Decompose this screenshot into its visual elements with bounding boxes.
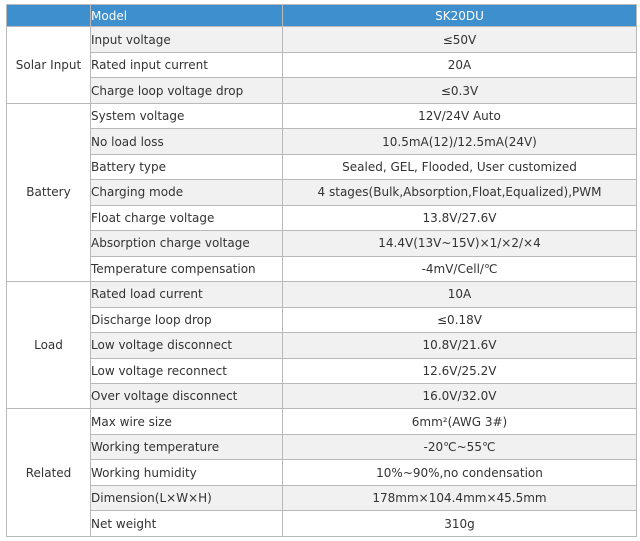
group-label: Battery <box>7 103 91 281</box>
spec-row <box>7 485 637 510</box>
param-name: Charging mode <box>91 180 283 205</box>
param-value: 10.8V/21.6V <box>283 333 637 358</box>
param-name: Working temperature <box>91 434 283 459</box>
param-name: Discharge loop drop <box>91 307 283 332</box>
param-value: 178mm×104.4mm×45.5mm <box>283 485 637 510</box>
spec-row <box>7 27 637 52</box>
spec-row <box>7 52 637 77</box>
group-label: Solar Input <box>7 27 91 103</box>
param-name: Low voltage disconnect <box>91 333 283 358</box>
param-value: ≤0.3V <box>283 78 637 103</box>
param-name: Over voltage disconnect <box>91 383 283 408</box>
param-value: -4mV/Cell/℃ <box>283 256 637 281</box>
param-value: ≤50V <box>283 27 637 52</box>
header-param-label: Model <box>91 5 283 27</box>
param-name: Charge loop voltage drop <box>91 78 283 103</box>
param-value: 310g <box>283 511 637 537</box>
param-value: 16.0V/32.0V <box>283 383 637 408</box>
header-group-cell <box>7 5 91 27</box>
spec-row <box>7 205 637 230</box>
param-value: 10A <box>283 282 637 307</box>
param-name: Rated input current <box>91 52 283 77</box>
param-value: ≤0.18V <box>283 307 637 332</box>
param-value: 10.5mA(12)/12.5mA(24V) <box>283 129 637 154</box>
spec-row <box>7 256 637 281</box>
param-value: Sealed, GEL, Flooded, User customized <box>283 154 637 179</box>
param-name: No load loss <box>91 129 283 154</box>
param-name: System voltage <box>91 103 283 128</box>
param-name: Net weight <box>91 511 283 537</box>
spec-row <box>7 460 637 485</box>
spec-row <box>7 103 637 128</box>
param-name: Input voltage <box>91 27 283 52</box>
spec-row <box>7 358 637 383</box>
spec-row <box>7 511 637 537</box>
spec-row <box>7 383 637 408</box>
header-model-value: SK20DU <box>283 5 637 27</box>
param-name: Float charge voltage <box>91 205 283 230</box>
param-name: Absorption charge voltage <box>91 231 283 256</box>
param-name: Temperature compensation <box>91 256 283 281</box>
spec-row <box>7 78 637 103</box>
spec-row <box>7 282 637 307</box>
param-name: Max wire size <box>91 409 283 434</box>
param-value: 12V/24V Auto <box>283 103 637 128</box>
param-value: 10%~90%,no condensation <box>283 460 637 485</box>
header-row <box>7 5 637 27</box>
param-name: Dimension(L×W×H) <box>91 485 283 510</box>
param-name: Working humidity <box>91 460 283 485</box>
spec-row <box>7 180 637 205</box>
spec-row <box>7 154 637 179</box>
param-value: 20A <box>283 52 637 77</box>
spec-row <box>7 409 637 434</box>
group-label: Related <box>7 409 91 537</box>
spec-table <box>6 4 637 537</box>
spec-row <box>7 129 637 154</box>
spec-row <box>7 231 637 256</box>
param-name: Battery type <box>91 154 283 179</box>
param-value: 13.8V/27.6V <box>283 205 637 230</box>
param-value: 12.6V/25.2V <box>283 358 637 383</box>
param-value: -20℃~55℃ <box>283 434 637 459</box>
spec-table-body <box>7 5 637 537</box>
group-label: Load <box>7 282 91 409</box>
spec-row <box>7 333 637 358</box>
spec-row <box>7 307 637 332</box>
param-value: 14.4V(13V~15V)×1/×2/×4 <box>283 231 637 256</box>
param-name: Low voltage reconnect <box>91 358 283 383</box>
param-value: 4 stages(Bulk,Absorption,Float,Equalized),PWM <box>283 180 637 205</box>
param-value: 6mm²(AWG 3#) <box>283 409 637 434</box>
spec-row <box>7 434 637 459</box>
param-name: Rated load current <box>91 282 283 307</box>
